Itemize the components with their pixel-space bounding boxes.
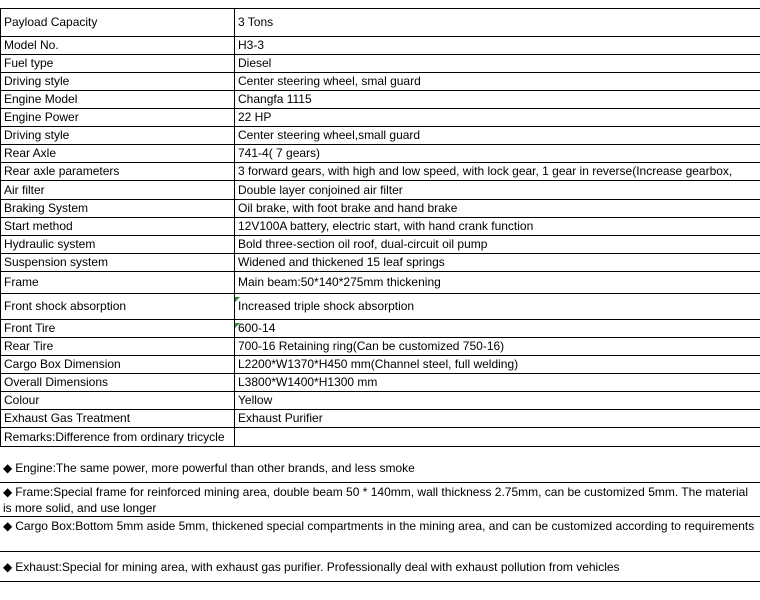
spec-row <box>1 145 760 163</box>
spec-value: 741-4( 7 gears) <box>235 145 760 163</box>
spec-row <box>1 374 760 392</box>
spec-row <box>1 356 760 374</box>
spec-row <box>1 91 760 109</box>
spec-label: Rear Tire <box>1 338 235 356</box>
note-item <box>0 552 760 582</box>
spec-row <box>1 320 760 338</box>
spec-label: Frame <box>1 272 235 294</box>
spec-value: Widened and thickened 15 leaf springs <box>235 254 760 272</box>
spec-value: Changfa 1115 <box>235 91 760 109</box>
spec-label: Engine Power <box>1 109 235 127</box>
note-item <box>0 483 760 517</box>
spec-label: Front shock absorption <box>1 294 235 320</box>
spec-label: Model No. <box>1 37 235 55</box>
spec-label: Air filter <box>1 181 235 200</box>
spec-label: Colour <box>1 392 235 410</box>
spec-row <box>1 9 760 37</box>
comment-marker-icon <box>235 323 240 328</box>
diamond-bullet-icon: ◆ <box>3 485 13 499</box>
spec-value: Center steering wheel,small guard <box>235 127 760 145</box>
spec-label: Front Tire <box>1 320 235 338</box>
spec-value: L2200*W1370*H450 mm(Channel steel, full welding) <box>235 356 760 374</box>
spec-row <box>1 200 760 218</box>
spec-value: H3-3 <box>235 37 760 55</box>
spec-label: Engine Model <box>1 91 235 109</box>
spec-value: Oil brake, with foot brake and hand brake <box>235 200 760 218</box>
spec-table-body <box>1 9 760 447</box>
spec-label: Rear axle parameters <box>1 163 235 181</box>
spec-value: 12V100A battery, electric start, with hand crank function <box>235 218 760 236</box>
spec-label: Remarks:Difference from ordinary tricycle <box>1 428 235 447</box>
spec-value: Increased triple shock absorption <box>235 294 760 320</box>
spec-row <box>1 218 760 236</box>
spec-sheet <box>0 8 760 447</box>
spec-row <box>1 181 760 200</box>
spec-value: 600-14 <box>235 320 760 338</box>
spec-row <box>1 272 760 294</box>
note-item <box>0 453 760 483</box>
spec-row <box>1 127 760 145</box>
spec-row <box>1 55 760 73</box>
spec-row <box>1 109 760 127</box>
diamond-bullet-icon: ◆ <box>3 461 13 475</box>
spec-row <box>1 392 760 410</box>
spec-value <box>235 428 760 447</box>
spec-row <box>1 37 760 55</box>
spec-row <box>1 73 760 91</box>
spec-value: Diesel <box>235 55 760 73</box>
spec-label: Overall Dimensions <box>1 374 235 392</box>
spec-value: Yellow <box>235 392 760 410</box>
spec-label: Fuel type <box>1 55 235 73</box>
diamond-bullet-icon: ◆ <box>3 560 13 574</box>
spec-value: 700-16 Retaining ring(Can be customized 750-16) <box>235 338 760 356</box>
spec-row <box>1 254 760 272</box>
spec-label: Driving style <box>1 73 235 91</box>
spec-row <box>1 410 760 428</box>
spec-label: Payload Capacity <box>1 9 235 37</box>
diamond-bullet-icon: ◆ <box>3 519 13 533</box>
spec-value: 3 forward gears, with high and low speed, with lock gear, 1 gear in reverse(Increase gearbox, <box>235 163 760 181</box>
comment-marker-icon <box>235 297 240 302</box>
spec-value: Exhaust Purifier <box>235 410 760 428</box>
spec-row <box>1 294 760 320</box>
spec-value: 3 Tons <box>235 9 760 37</box>
spec-value: Double layer conjoined air filter <box>235 181 760 200</box>
note-text: Frame:Special frame for reinforced mining area, double beam 50 * 140mm, wall thickness 2.75mm, can be customized 5mm. The material is more solid, and use longer <box>3 485 749 515</box>
spec-value: L3800*W1400*H1300 mm <box>235 374 760 392</box>
spec-label: Exhaust Gas Treatment <box>1 410 235 428</box>
spec-row <box>1 428 760 447</box>
note-text: Exhaust:Special for mining area, with exhaust gas purifier. Professionally deal with exhaust pollution from vehicles <box>15 560 620 574</box>
spec-label: Hydraulic system <box>1 236 235 254</box>
spec-value: Bold three-section oil roof, dual-circuit oil pump <box>235 236 760 254</box>
spec-label: Start method <box>1 218 235 236</box>
spec-label: Suspension system <box>1 254 235 272</box>
spec-value: 22 HP <box>235 109 760 127</box>
spec-value: Main beam:50*140*275mm thickening <box>235 272 760 294</box>
note-text: Cargo Box:Bottom 5mm aside 5mm, thickened special compartments in the mining area, and can be customized according to requirements <box>15 519 755 533</box>
spec-table <box>0 8 760 447</box>
spec-row <box>1 236 760 254</box>
spec-row <box>1 163 760 181</box>
note-text: Engine:The same power, more powerful than other brands, and less smoke <box>15 461 415 475</box>
spec-label: Cargo Box Dimension <box>1 356 235 374</box>
spec-value: Center steering wheel, smal guard <box>235 73 760 91</box>
spec-label: Braking System <box>1 200 235 218</box>
spec-label: Driving style <box>1 127 235 145</box>
note-item <box>0 517 760 552</box>
spec-row <box>1 338 760 356</box>
spec-label: Rear Axle <box>1 145 235 163</box>
